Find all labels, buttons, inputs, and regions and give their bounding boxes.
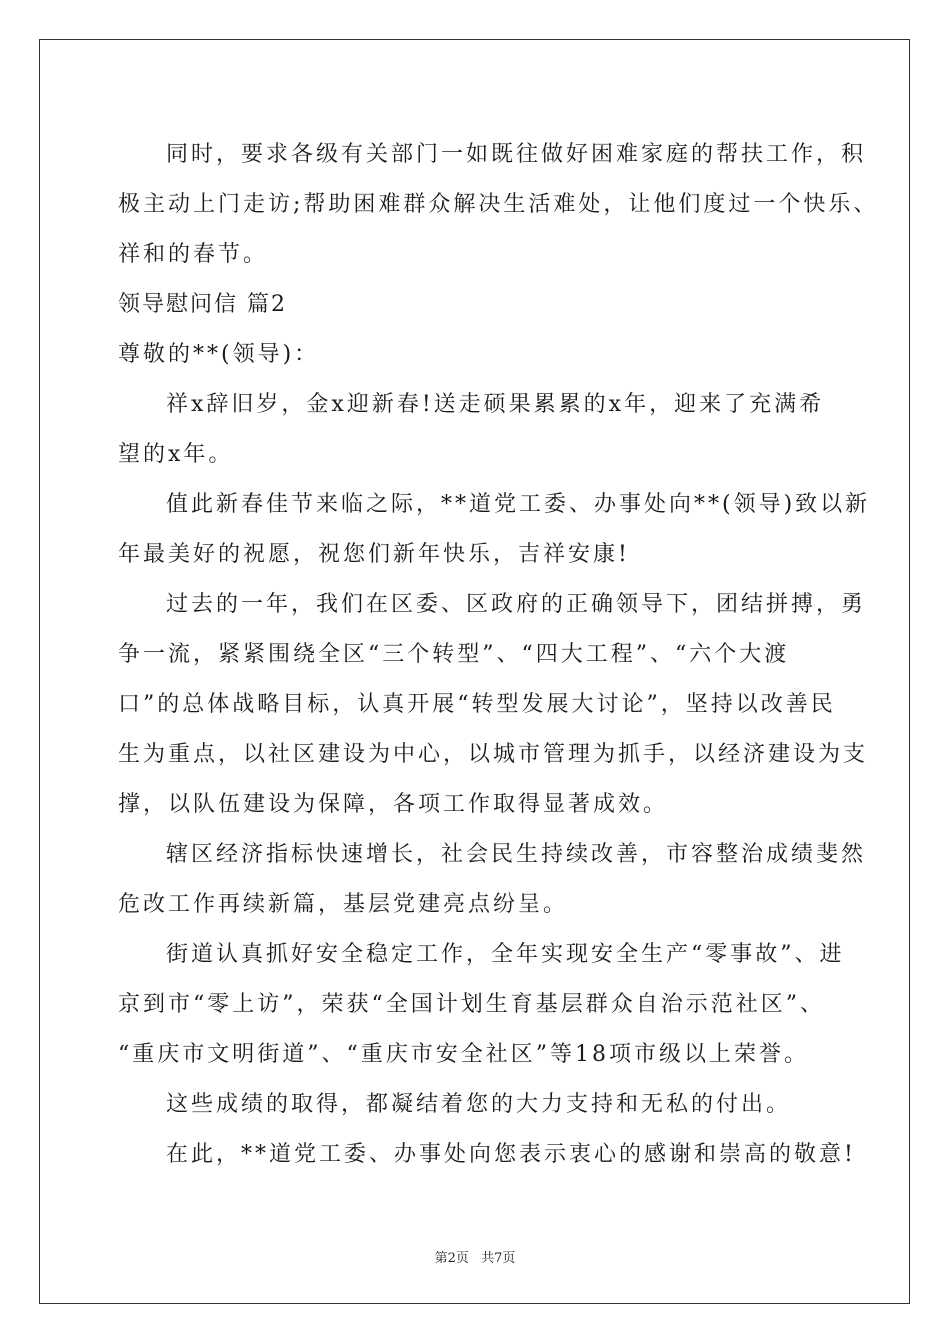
paragraph-line: 祥x辞旧岁，金x迎新春!送走硕果累累的x年，迎来了充满希	[166, 392, 825, 417]
paragraph-line: 危改工作再续新篇，基层党建亮点纷呈。	[118, 892, 569, 917]
salutation: 尊敬的**(领导)：	[118, 342, 320, 367]
paragraph-line: 极主动上门走访;帮助困难群众解决生活难处，让他们度过一个快乐、	[118, 192, 879, 217]
paragraph-line: 口”的总体战略目标，认真开展“转型发展大讨论”，坚持以改善民	[118, 692, 836, 717]
paragraph-line: 望的x年。	[118, 442, 234, 467]
paragraph-line: 京到市“零上访”，荣获“全国计划生育基层群众自治示范社区”、	[118, 992, 825, 1017]
document-body	[118, 130, 879, 1180]
paragraph-line: 在此，**道党工委、办事处向您表示衷心的感谢和崇高的敬意!	[166, 1142, 856, 1167]
page-number: 第2页	[434, 1251, 469, 1266]
paragraph-line: 街道认真抓好安全稳定工作，全年实现安全生产“零事故”、进	[166, 942, 845, 967]
paragraph-line: 年最美好的祝愿，祝您们新年快乐，吉祥安康!	[118, 542, 630, 567]
paragraph-line: 同时，要求各级有关部门一如既往做好困难家庭的帮扶工作，积	[166, 142, 867, 167]
paragraph-line: 辖区经济指标快速增长，社会民生持续改善，市容整治成绩斐然	[166, 842, 867, 867]
paragraph-line: 争一流，紧紧围绕全区“三个转型”、“四大工程”、“六个大渡	[118, 642, 790, 667]
page-total: 共7页	[481, 1251, 516, 1266]
page-footer	[0, 1247, 950, 1266]
paragraph-line: 撑，以队伍建设为保障，各项工作取得显著成效。	[118, 792, 669, 817]
section-heading: 领导慰问信 篇2	[118, 292, 287, 317]
paragraph-line: 过去的一年，我们在区委、区政府的正确领导下，团结拼搏，勇	[166, 592, 867, 617]
paragraph-line: 生为重点，以社区建设为中心，以城市管理为抓手，以经济建设为支	[118, 742, 869, 767]
paragraph-line: 祥和的春节。	[118, 242, 269, 267]
paragraph-line: 值此新春佳节来临之际，**道党工委、办事处向**(领导)致以新	[166, 492, 871, 517]
paragraph-line: “重庆市文明街道”、“重庆市安全社区”等18项市级以上荣誉。	[118, 1042, 809, 1067]
paragraph-line: 这些成绩的取得，都凝结着您的大力支持和无私的付出。	[166, 1092, 792, 1117]
